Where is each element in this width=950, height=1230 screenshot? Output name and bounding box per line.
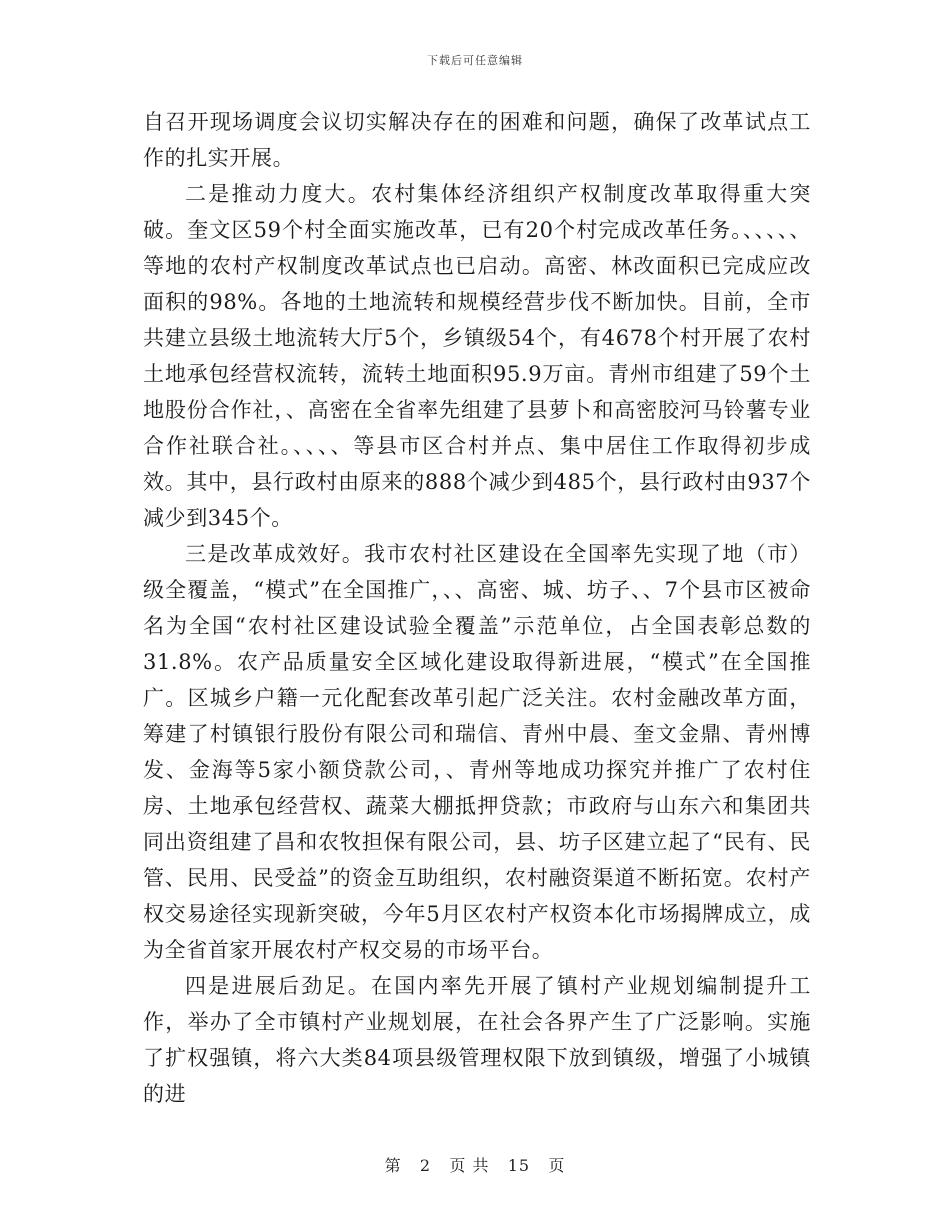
- paragraph-point-three: 三是改革成效好。我市农村社区建设在全国率先实现了地（市）级全覆盖，“模式”在全国推广，、、高密、城、坊子、、7个县市区被命名为全国“农村社区建设试验全覆盖”示范单位，占全国表彰总数的31.8%。农产品质量安全区域化建设取得新进展，“模式”在全国推广。区城乡户籍一元化配套改革引起广泛关注。农村金融改革方面，筹建了村镇银行股份有限公司和瑞信、青州中晨、奎文金鼎、青州博发、金海等5家小额贷款公司，、青州等地成功探究并推广了农村住房、土地承包经营权、蔬菜大棚抵押贷款；市政府与山东六和集团共同出资组建了昌和农牧担保有限公司，县、坊子区建立起了“民有、民管、民用、民受益”的资金互助组织，农村融资渠道不断拓宽。农村产权交易途径实现新突破，今年5月区农村产权资本化市场揭牌成立，成为全省首家开展农村产权交易的市场平台。: [143, 542, 811, 962]
- current-page-number: 2: [419, 1156, 432, 1175]
- total-pages-number: 15: [507, 1156, 531, 1175]
- page-footer: [0, 1153, 950, 1176]
- footer-prefix: 第: [384, 1156, 402, 1175]
- footer-middle: 页 共: [449, 1156, 490, 1175]
- document-body: [143, 104, 811, 1112]
- paragraph-continuation: 自召开现场调度会议切实解决存在的困难和问题，确保了改革试点工作的扎实开展。: [143, 110, 811, 170]
- paragraph-point-four: 四是进展后劲足。在国内率先开展了镇村产业规划编制提升工作，举办了全市镇村产业规划展，在社会各界产生了广泛影响。实施了扩权强镇，将六大类84项县级管理权限下放到镇级，增强了小城镇的进: [143, 974, 811, 1106]
- page-header: 下载后可任意编辑: [427, 54, 523, 67]
- footer-suffix: 页: [548, 1156, 566, 1175]
- paragraph-point-two: 二是推动力度大。农村集体经济组织产权制度改革取得重大突破。奎文区59个村全面实施改革，已有20个村完成改革任务。、、、、、等地的农村产权制度改革试点也已启动。高密、林改面积已完成应改面积的98%。各地的土地流转和规模经营步伐不断加快。目前，全市共建立县级土地流转大厅5个，乡镇级54个，有4678个村开展了农村土地承包经营权流转，流转土地面积95.9万亩。青州市组建了59个土地股份合作社，、高密在全省率先组建了县萝卜和高密胶河马铃薯专业合作社联合社。、、、、等县市区合村并点、集中居住工作取得初步成效。其中，县行政村由原来的888个减少到485个，县行政村由937个减少到345个。: [143, 182, 811, 530]
